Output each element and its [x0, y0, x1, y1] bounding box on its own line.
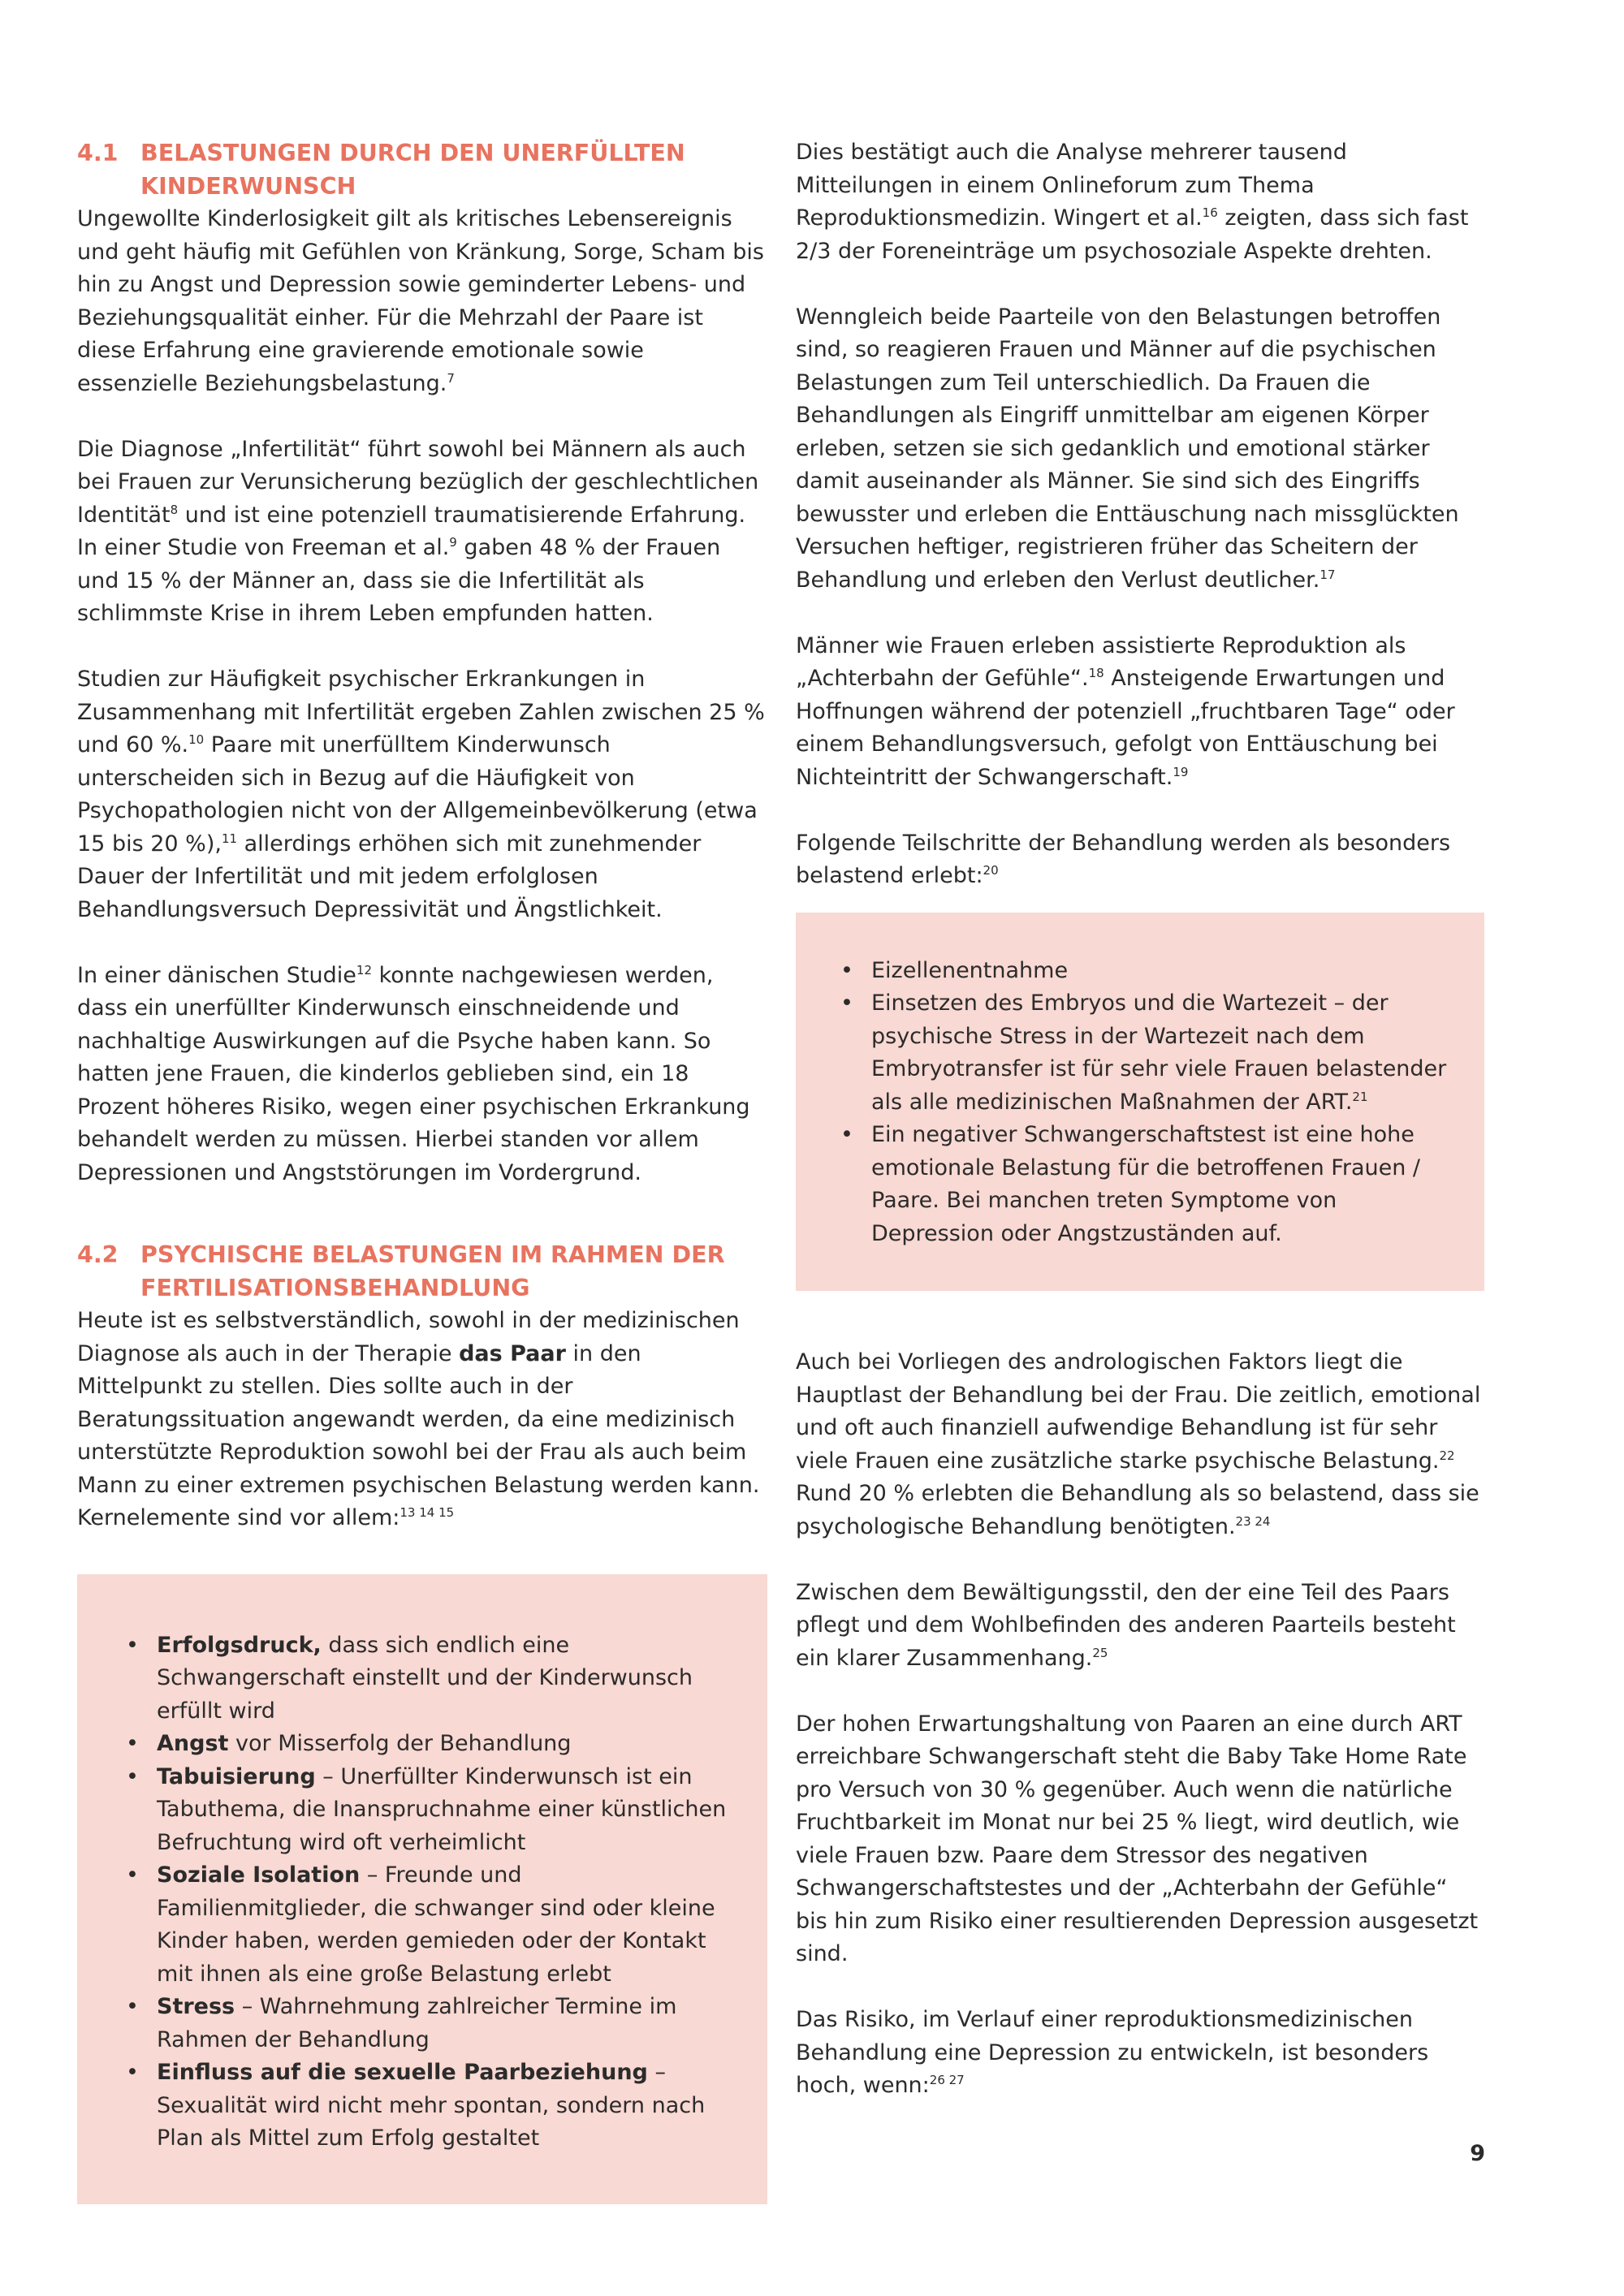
paragraph: Studien zur Häufigkeit psychischer Erkrankungen in Zusammenhang mit Infertilität ergeben Zahlen zwischen 25 % und 60 %.$^{10}$ Paare mit unerfülltem Kinderwunsch unterscheiden sich in Bezug auf die Häufigkeit von Psychopathologien nicht von der Allgemeinbevölkerung (etwa 15 bis 20 %),$^{11}$ allerdings erhöhen sich mit zunehmender Dauer der Infertilität und mit jedem erfolglosen Behandlungsversuch Depressivität und Ängstlichkeit. — [77, 667, 765, 922]
footnote-ref: 17 — [1320, 567, 1336, 582]
paragraph: Heute ist es selbstverständlich, sowohl in der medizinischen Diagnose als auch in der Therapie das Paar in den Mittelpunkt zu stellen. Dies sollte auch in der Beratungssituation angewandt werden, da eine medizinisch unterstützte Reproduktion sowohl bei der Frau als auch beim Mann zu einer extremen psychischen Belastung werden kann. Kernelemente sind vor allem:$^{13 14 15}$ — [77, 1308, 760, 1530]
footnote-ref: 13 14 15 — [400, 1505, 455, 1520]
paragraph: Das Risiko, im Verlauf einer reproduktionsmedizinischen Behandlung eine Depression zu entwickeln, ist besonders hoch, wenn:$^{26 27}$ — [796, 2007, 1429, 2098]
paragraph: Ungewollte Kinderlosigkeit gilt als kritisches Lebensereignis und geht häufig mit Gefühlen von Kränkung, Sorge, Scham bis hin zu Angst und Depression sowie geminderter Lebens- und Beziehungsqualität einher. Für die Mehrzahl der Paare ist diese Erfahrung eine gravierende emotionale sowie essenzielle Beziehungsbelastung.$^7$ — [77, 206, 764, 396]
section-number: 4.2 — [77, 1241, 119, 1268]
page-number: 9 — [1470, 2141, 1485, 2166]
footnote-ref: 22 — [1439, 1448, 1455, 1463]
bullet-icon: • — [840, 1122, 853, 1147]
section-number: 4.1 — [77, 140, 119, 166]
section-title: PSYCHISCHE BELASTUNGEN IM RAHMEN DER FERTILISATIONSBEHANDLUNG — [140, 1241, 725, 1301]
footnote-ref: 8 — [170, 502, 179, 517]
list-item: • Angst vor Misserfolg der Behandlung — [126, 1728, 735, 1761]
footnote-ref: 9 — [449, 535, 457, 550]
footnote-ref: 21 — [1352, 1089, 1368, 1104]
bullet-icon: • — [126, 1731, 139, 1756]
bullet-icon: • — [126, 1862, 139, 1888]
bullet-icon: • — [126, 2060, 139, 2085]
list-item: • Eizellenentnahme — [840, 955, 1452, 988]
right-column — [796, 136, 1484, 2135]
paragraph: Wenngleich beide Paarteile von den Belastungen betroffen sind, so reagieren Frauen und Männer auf die psychischen Belastungen zum Teil unterschiedlich. Da Frauen die Behandlungen als Eingriff unmittelbar am eigenen Körper erleben, setzen sie sich gedanklich und emotional stärker damit auseinander als Männer. Sie sind sich des Eingriffs bewusster und erleben die Enttäuschung nach missglückten Versuchen heftiger, registrieren früher das Scheitern der Behandlung und erleben den Verlust deutlicher.$^{17}$ — [796, 304, 1459, 593]
list-item: • Erfolgsdruck, dass sich endlich eine Schwangerschaft einstellt und der Kinderwunsch erfüllt wird — [126, 1629, 735, 1728]
footnote-ref: 18 — [1088, 666, 1104, 680]
list-item: • Tabuisierung – Unerfüllter Kinderwunsch ist ein Tabuthema, die Inanspruchnahme einer künstlichen Befruchtung wird oft verheimlicht — [126, 1761, 735, 1860]
paragraph: Zwischen dem Bewältigungsstil, den der eine Teil des Paars pflegt und dem Wohlbefinden des anderen Paarteils besteht ein klarer Zusammenhang.$^{25}$ — [796, 1579, 1456, 1671]
list-item: • Einsetzen des Embryos und die Wartezeit – der psychische Stress in der Wartezeit nach dem Embryotransfer ist für sehr viele Frauen belastender als alle medizinischen Maßnahmen der ART.$^{21}$ — [840, 987, 1452, 1119]
treatment-steps-list — [840, 955, 1452, 1251]
list-item: • Einfluss auf die sexuelle Paarbeziehung – Sexualität wird nicht mehr spontan, sondern nach Plan als Mittel zum Erfolg gestaltet — [126, 2056, 735, 2156]
footnote-ref: 10 — [188, 732, 205, 747]
bullet-icon: • — [840, 957, 853, 983]
paragraph: Folgende Teilschritte der Behandlung werden als besonders belastend erlebt:$^{20}$ — [796, 830, 1451, 888]
section-4-1-heading — [77, 136, 767, 203]
bullet-icon: • — [840, 990, 853, 1016]
footnote-ref: 7 — [447, 370, 455, 386]
footnote-ref: 26 27 — [929, 2073, 965, 2087]
treatment-steps-box — [796, 913, 1484, 1292]
footnote-ref: 16 — [1202, 205, 1218, 220]
emphasis: das Paar — [459, 1340, 566, 1366]
left-column — [77, 136, 767, 2204]
section-4-2-heading — [77, 1238, 767, 1305]
stress-factors-list — [126, 1629, 735, 2156]
list-item: • Ein negativer Schwangerschaftstest ist eine hohe emotionale Belastung für die betroffenen Frauen / Paare. Bei manchen treten Symptome von Depression oder Angstzuständen auf. — [840, 1119, 1452, 1250]
footnote-ref: 12 — [356, 962, 372, 978]
footnote-ref: 23 24 — [1235, 1513, 1271, 1529]
paragraph: Auch bei Vorliegen des andrologischen Faktors liegt die Hauptlast der Behandlung bei der Frau. Die zeitlich, emotional und oft auch finanziell aufwendige Behandlung ist für sehr viele Frauen eine zusätzliche starke psychische Belastung.$^{22}$ Rund 20 % erlebten die Behandlung als so belastend, dass sie psychologische Behandlung benötigten.$^{23 24}$ — [796, 1349, 1481, 1539]
footnote-ref: 20 — [983, 863, 999, 878]
paragraph: Der hohen Erwartungshaltung von Paaren an eine durch ART erreichbare Schwangerschaft steht die Baby Take Home Rate pro Versuch von 30 % gegenüber. Auch wenn die natürliche Fruchtbarkeit im Monat nur bei 25 % liegt, wird deutlich, wie viele Frauen bzw. Paare dem Stressor des negativen Schwangerschaftstestes und der „Achterbahn der Gefühle“ bis hin zum Risiko einer resultierenden Depression ausgesetzt sind. — [796, 1711, 1479, 1966]
paragraph: In einer dänischen Studie$^{12}$ konnte nachgewiesen werden, dass ein unerfüllter Kinderwunsch einschneidende und nachhaltige Auswirkungen auf die Psyche haben kann. So hatten jene Frauen, die kinderlos geblieben sind, ein 18 Prozent höheres Risiko, wegen einer psychischen Erkrankung behandelt werden zu müssen. Hierbei standen vor allem Depressionen und Angststörungen im Vordergrund. — [77, 962, 750, 1185]
bullet-icon: • — [126, 1632, 139, 1658]
bullet-icon: • — [126, 1994, 139, 2019]
footnote-ref: 25 — [1092, 1645, 1108, 1660]
stress-factors-box — [77, 1574, 767, 2204]
list-item: • Soziale Isolation – Freunde und Familienmitglieder, die schwanger sind oder kleine Kinder haben, werden gemieden oder der Kontakt mit ihnen als eine große Belastung erlebt — [126, 1859, 735, 1991]
paragraph: Männer wie Frauen erleben assistierte Reproduktion als „Achterbahn der Gefühle“.$^{18}$ Ansteigende Erwartungen und Hoffnungen während der potenziell „fruchtbaren Tage“ oder einem Behandlungsversuch, gefolgt von Enttäuschung bei Nichteintritt der Schwangerschaft.$^{19}$ — [796, 632, 1455, 790]
paragraph: Die Diagnose „Infertilität“ führt sowohl bei Männern als auch bei Frauen zur Verunsicherung bezüglich der geschlechtlichen Identität$^8$ und ist eine potenziell traumatisierende Erfahrung. In einer Studie von Freeman et al.$^9$ gaben 48 % der Frauen und 15 % der Männer an, dass sie die Infertilität als schlimmste Krise in ihrem Leben empfunden hatten. — [77, 436, 759, 626]
bullet-icon: • — [126, 1763, 139, 1789]
section-title: BELASTUNGEN DURCH DEN UNERFÜLLTEN KINDERWUNSCH — [140, 140, 685, 200]
footnote-ref: 19 — [1173, 764, 1189, 779]
footnote-ref: 11 — [221, 831, 238, 846]
paragraph: Dies bestätigt auch die Analyse mehrerer tausend Mitteilungen in einem Onlineforum zum Thema Reproduktionsmedizin. Wingert et al.$^{16}$ zeigten, dass sich fast 2/3 der Foreneinträge um psychosoziale Aspekte drehten. — [796, 140, 1469, 264]
list-item: • Stress – Wahrnehmung zahlreicher Termine im Rahmen der Behandlung — [126, 1991, 735, 2056]
